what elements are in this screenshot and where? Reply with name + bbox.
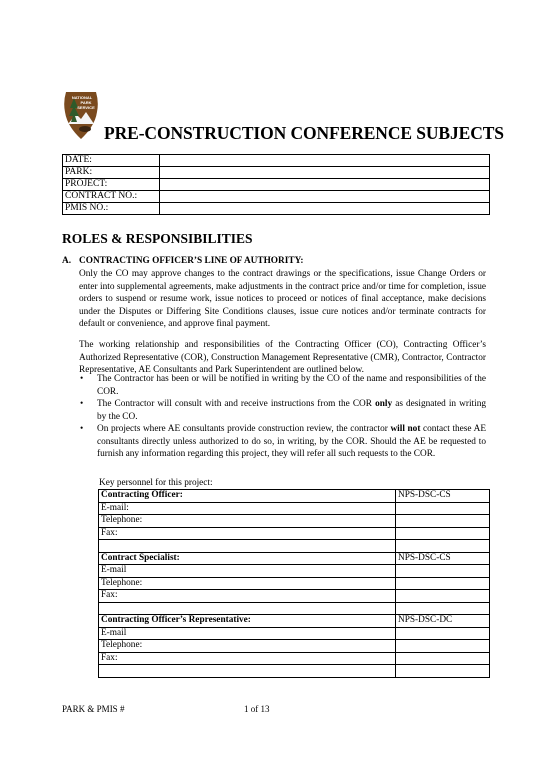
list-item — [79, 423, 486, 461]
info-label: DATE: — [63, 155, 160, 167]
svg-text:PARK: PARK — [80, 100, 92, 105]
table-row — [99, 515, 490, 528]
info-label: PROJECT: — [63, 179, 160, 191]
bullet-text: The Contractor has been or will be notified in writing by the CO of the name and responsibilities of the COR. — [97, 374, 486, 397]
spacer-cell — [396, 602, 490, 615]
info-value[interactable] — [160, 203, 490, 215]
list-item — [79, 373, 486, 398]
key-personnel-label: Key personnel for this project: — [99, 478, 213, 488]
value-cell[interactable] — [396, 640, 490, 653]
info-row-pmis — [63, 203, 490, 215]
spacer-cell — [99, 540, 396, 553]
key-personnel-table — [98, 489, 490, 678]
table-row — [99, 602, 490, 615]
svg-text:SERVICE: SERVICE — [77, 105, 95, 110]
office-cell: NPS-DSC-CS — [396, 552, 490, 565]
value-cell[interactable] — [396, 565, 490, 578]
subsection-title: CONTRACTING OFFICER’S LINE OF AUTHORITY: — [79, 256, 304, 266]
bullet-text: On projects where AE consultants provide construction review, the contractor — [97, 424, 391, 434]
bullet-emphasis: will not — [390, 424, 421, 434]
bullet-icon: • — [80, 374, 84, 384]
info-value[interactable] — [160, 179, 490, 191]
field-cell: E-mail — [99, 565, 396, 578]
info-label: PARK: — [63, 167, 160, 179]
field-cell: E-mail: — [99, 502, 396, 515]
info-row-contract — [63, 191, 490, 203]
field-cell: Fax: — [99, 527, 396, 540]
value-cell[interactable] — [396, 502, 490, 515]
table-row — [99, 627, 490, 640]
value-cell[interactable] — [396, 515, 490, 528]
info-row-park — [63, 167, 490, 179]
subsection-letter: A. — [62, 256, 72, 266]
footer-park-pmis: PARK & PMIS # — [62, 704, 125, 714]
role-cell: Contracting Officer: — [99, 490, 396, 503]
bullet-text: The Contractor will consult with and receive instructions from the COR — [97, 399, 376, 409]
info-value[interactable] — [160, 155, 490, 167]
authority-paragraph: Only the CO may approve changes to the contract drawings or the specifications, issue Change Orders or enter into supplemental agreements, make adjustments in the contract price and/or time for completion, issue orders to suspend or resume work, issue notices to proceed or notices of final acceptance, make decisions under the Disputes or Differing Site Conditions clauses, issue cure notices and/or terminate contracts for default or convenience, and approve final payment. — [79, 269, 486, 329]
office-cell: NPS-DSC-DC — [396, 615, 490, 628]
list-item — [79, 398, 486, 423]
table-row — [99, 490, 490, 503]
field-cell: Telephone: — [99, 640, 396, 653]
info-value[interactable] — [160, 167, 490, 179]
subsection-heading — [62, 256, 304, 266]
table-row — [99, 540, 490, 553]
bullet-text: as designated in writing by the CO. — [97, 399, 487, 422]
value-cell[interactable] — [396, 577, 490, 590]
field-cell: E-mail — [99, 627, 396, 640]
info-label: PMIS NO.: — [63, 203, 160, 215]
spacer-cell — [396, 540, 490, 553]
nps-arrowhead-logo — [62, 90, 100, 140]
table-row — [99, 640, 490, 653]
relationship-paragraph: The working relationship and responsibilities of the Contracting Officer (CO), Contracting Officer’s Authorized Representative (COR), Construction Management Representative (CMR), Contractor, Contractor Representative, AE Consultants and Park Superintendent are outlined below. — [79, 340, 486, 375]
table-row — [99, 590, 490, 603]
value-cell[interactable] — [396, 527, 490, 540]
table-row — [99, 502, 490, 515]
table-row — [99, 665, 490, 678]
info-row-project — [63, 179, 490, 191]
value-cell[interactable] — [396, 627, 490, 640]
table-row — [99, 565, 490, 578]
project-info-table — [62, 154, 490, 215]
responsibility-list — [79, 373, 486, 461]
bullet-emphasis: only — [375, 399, 393, 409]
info-value[interactable] — [160, 191, 490, 203]
value-cell[interactable] — [396, 652, 490, 665]
section-heading: ROLES & RESPONSIBILITIES — [62, 231, 253, 246]
bullet-text: contact these AE consultants directly unless authorized to do so, in writing, by the COR. Should the AE be requested to furnish any information regarding this project, they will refer all such requests to the COR. — [97, 424, 487, 459]
bison — [79, 126, 91, 132]
info-row-date — [63, 155, 490, 167]
table-row — [99, 615, 490, 628]
bullet-icon: • — [80, 399, 84, 409]
field-cell: Telephone: — [99, 577, 396, 590]
document-title: PRE-CONSTRUCTION CONFERENCE SUBJECTS — [104, 123, 504, 143]
field-cell: Telephone: — [99, 515, 396, 528]
value-cell[interactable] — [396, 590, 490, 603]
spacer-cell — [99, 602, 396, 615]
office-cell: NPS-DSC-CS — [396, 490, 490, 503]
bullet-icon: • — [80, 424, 84, 434]
role-cell: Contracting Officer’s Representative: — [99, 615, 396, 628]
spacer-cell — [396, 665, 490, 678]
info-label: CONTRACT NO.: — [63, 191, 160, 203]
table-row — [99, 527, 490, 540]
footer-page-number: 1 of 13 — [244, 704, 270, 714]
role-cell: Contract Specialist: — [99, 552, 396, 565]
field-cell: Fax: — [99, 652, 396, 665]
table-row — [99, 577, 490, 590]
table-row — [99, 552, 490, 565]
svg-text:NATIONAL: NATIONAL — [71, 95, 93, 100]
field-cell: Fax: — [99, 590, 396, 603]
table-row — [99, 652, 490, 665]
spacer-cell — [99, 665, 396, 678]
